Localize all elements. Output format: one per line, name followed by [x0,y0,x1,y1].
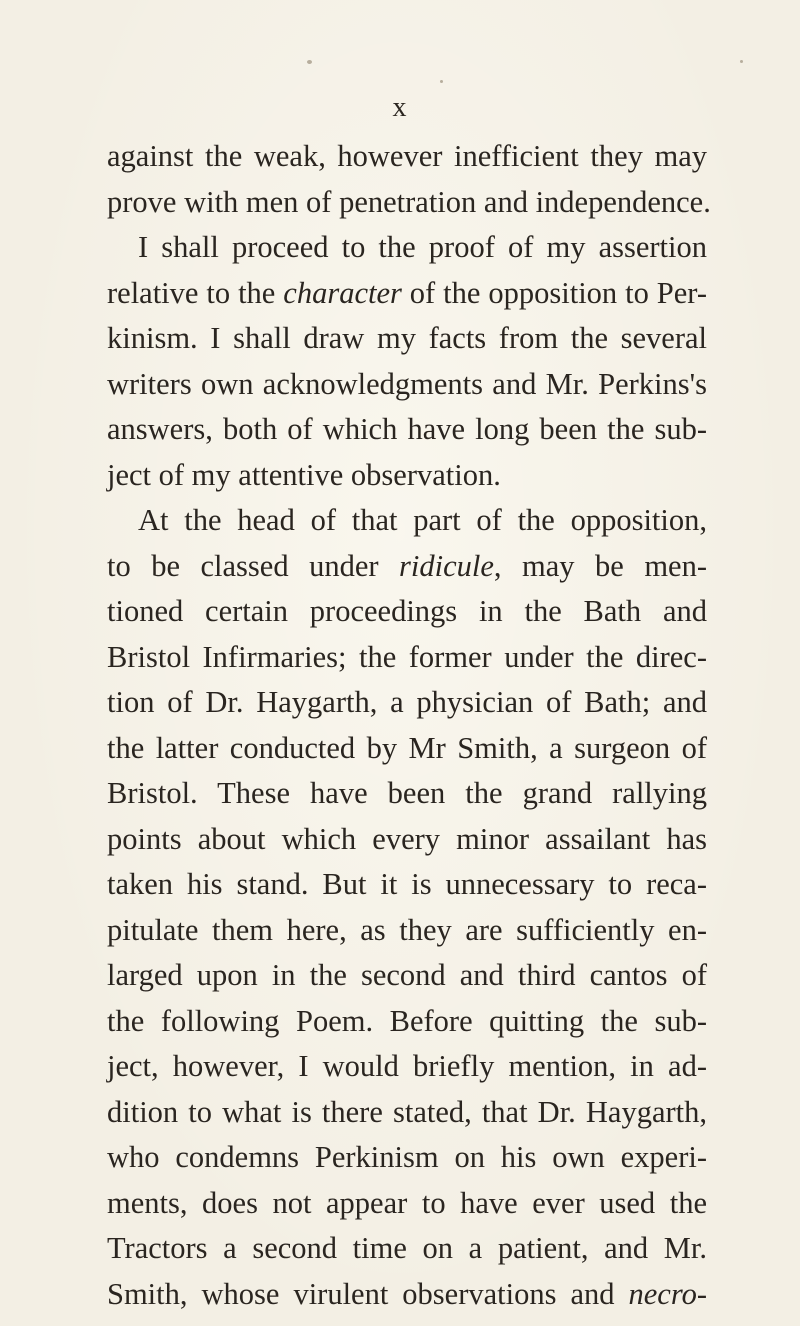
text-line [107,1181,707,1227]
text-segment: who condemns Perkinism on his own experi- [107,1140,707,1174]
text-segment: to be classed under [107,548,400,583]
body-text [107,134,711,1317]
text-line [107,1135,707,1181]
text-segment: the following Poem. Before quitting the sub- [107,1003,707,1038]
text-line [107,453,707,499]
text-line [107,1090,707,1136]
text-line [107,1226,707,1272]
text-segment: At the head of that part of the opposition, [138,503,707,537]
text-segment: Bristol Infirmaries; the former under the direc- [107,639,707,674]
text-line [107,726,707,772]
text-line [107,271,707,317]
text-segment: kinism. I shall draw my facts from the several [107,321,707,355]
text-line [107,225,707,271]
paper-speck [440,80,443,83]
text-segment: prove with men of penetration and independence. [107,184,711,219]
text-line [107,498,707,544]
text-line [107,544,707,590]
text-segment: the latter conducted by Mr Smith, a surgeon of [107,730,707,765]
text-segment: of the opposition to Per- [401,275,707,310]
text-segment: writers own acknowledgments and Mr. Perkins's [107,366,707,401]
text-segment: taken his stand. But it is unnecessary to reca- [107,867,707,901]
text-line [107,180,711,226]
text-segment: answers, both of which have long been the sub- [107,412,707,446]
paper-speck [307,60,312,64]
text-segment: I shall proceed to the proof of my assertion [138,230,707,264]
text-segment: against the weak, however inefficient they may [107,139,707,173]
text-line [107,1044,707,1090]
italic-text: ridicule [399,548,494,583]
text-segment: pitulate them here, as they are sufficiently en- [107,912,707,947]
italic-text: character [283,275,402,310]
text-line [107,134,707,180]
text-line [107,316,707,362]
text-segment: Tractors a second time on a patient, and Mr. [107,1231,707,1265]
text-line [107,999,707,1045]
text-segment: dition to what is there stated, that Dr. Haygarth, [107,1094,707,1129]
paper-speck [740,60,743,63]
text-line [107,817,707,863]
text-segment: Smith, whose virulent observations and [107,1276,629,1311]
text-line [107,362,707,408]
text-line [107,953,707,999]
page-number: x [392,92,408,123]
text-segment: larged upon in the second and third cantos of [107,958,707,992]
italic-text: necro- [628,1276,707,1311]
text-segment: ject of my attentive observation. [107,457,501,492]
text-line [107,771,707,817]
text-segment: relative to the [107,275,284,310]
text-segment: ject, however, I would briefly mention, in ad- [107,1049,707,1083]
text-segment: Bristol. These have been the grand rallying [107,776,707,810]
text-segment: tion of Dr. Haygarth, a physician of Bath; and [107,685,707,719]
text-line [107,635,707,681]
text-line [107,1272,707,1318]
text-line [107,407,707,453]
text-segment: tioned certain proceedings in the Bath and [107,594,707,628]
text-line [107,908,707,954]
text-segment: , may be men- [493,548,707,583]
text-segment: ments, does not appear to have ever used the [107,1185,707,1220]
text-line [107,589,707,635]
text-segment: points about which every minor assailant has [107,821,707,856]
text-line [107,680,707,726]
text-line [107,862,707,908]
